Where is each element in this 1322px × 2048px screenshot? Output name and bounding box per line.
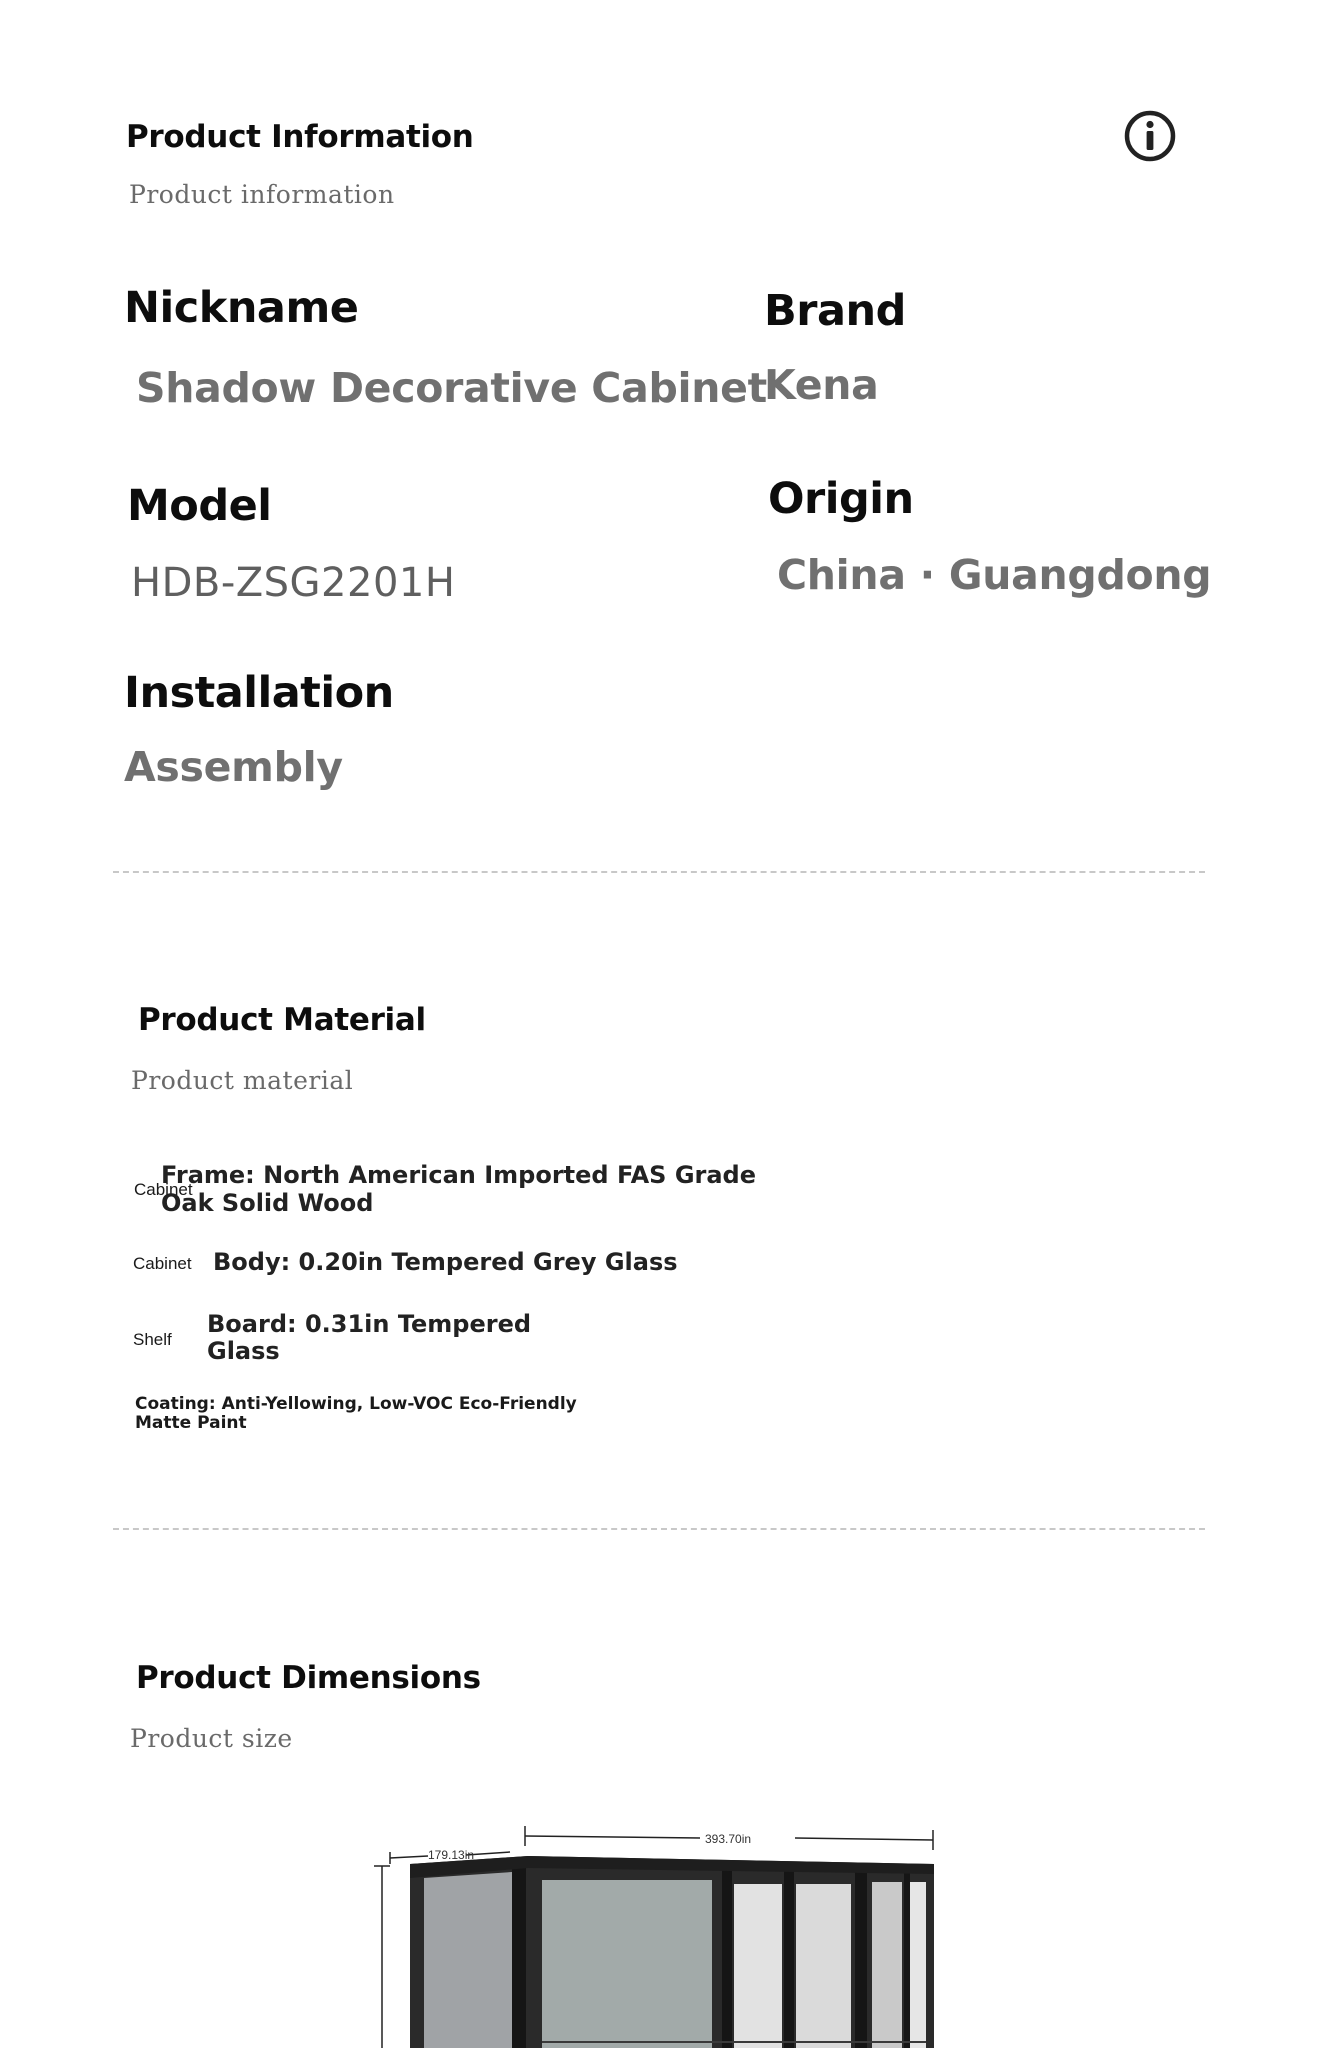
section-divider — [113, 1528, 1205, 1530]
product-information-subtitle: Product information — [129, 180, 395, 209]
product-dimensions-title: Product Dimensions — [136, 1660, 481, 1696]
material-prefix: Shelf — [133, 1330, 172, 1349]
nickname-value: Shadow Decorative Cabinet — [136, 364, 767, 412]
info-icon[interactable] — [1124, 110, 1176, 162]
material-coating-line1: Coating: Anti-Yellowing, Low-VOC Eco-Friendly — [135, 1394, 577, 1414]
material-frame-line1: Frame: North American Imported FAS Grade — [161, 1161, 757, 1189]
nickname-label: Nickname — [124, 283, 359, 333]
cabinet-dimension-drawing — [360, 1808, 960, 2048]
section-divider — [113, 871, 1205, 873]
model-value: HDB-ZSG2201H — [131, 560, 456, 606]
material-frame-line2: Oak Solid Wood — [161, 1189, 374, 1217]
width-dimension-label: 393.70in — [705, 1832, 752, 1846]
material-body-text: Body: 0.20in Tempered Grey Glass — [213, 1248, 678, 1276]
origin-label: Origin — [768, 474, 914, 524]
product-information-title: Product Information — [126, 119, 474, 155]
installation-label: Installation — [124, 668, 394, 718]
brand-value: Kena — [764, 361, 879, 409]
product-material-title: Product Material — [138, 1002, 426, 1038]
origin-value: China · Guangdong — [777, 551, 1212, 599]
material-prefix: Cabinet — [134, 1180, 193, 1199]
depth-dimension-label: 179.13in — [428, 1848, 475, 1862]
cabinet-illustration — [410, 1856, 934, 2048]
product-material-subtitle: Product material — [131, 1066, 354, 1095]
installation-value: Assembly — [124, 743, 343, 791]
brand-label: Brand — [764, 286, 906, 336]
material-shelf-line2: Glass — [207, 1337, 280, 1365]
material-shelf-line1: Board: 0.31in Tempered — [207, 1310, 532, 1338]
material-coating-line2: Matte Paint — [135, 1413, 247, 1433]
product-dimensions-subtitle: Product size — [130, 1724, 293, 1753]
material-prefix: Cabinet — [133, 1254, 192, 1273]
model-label: Model — [127, 481, 272, 531]
